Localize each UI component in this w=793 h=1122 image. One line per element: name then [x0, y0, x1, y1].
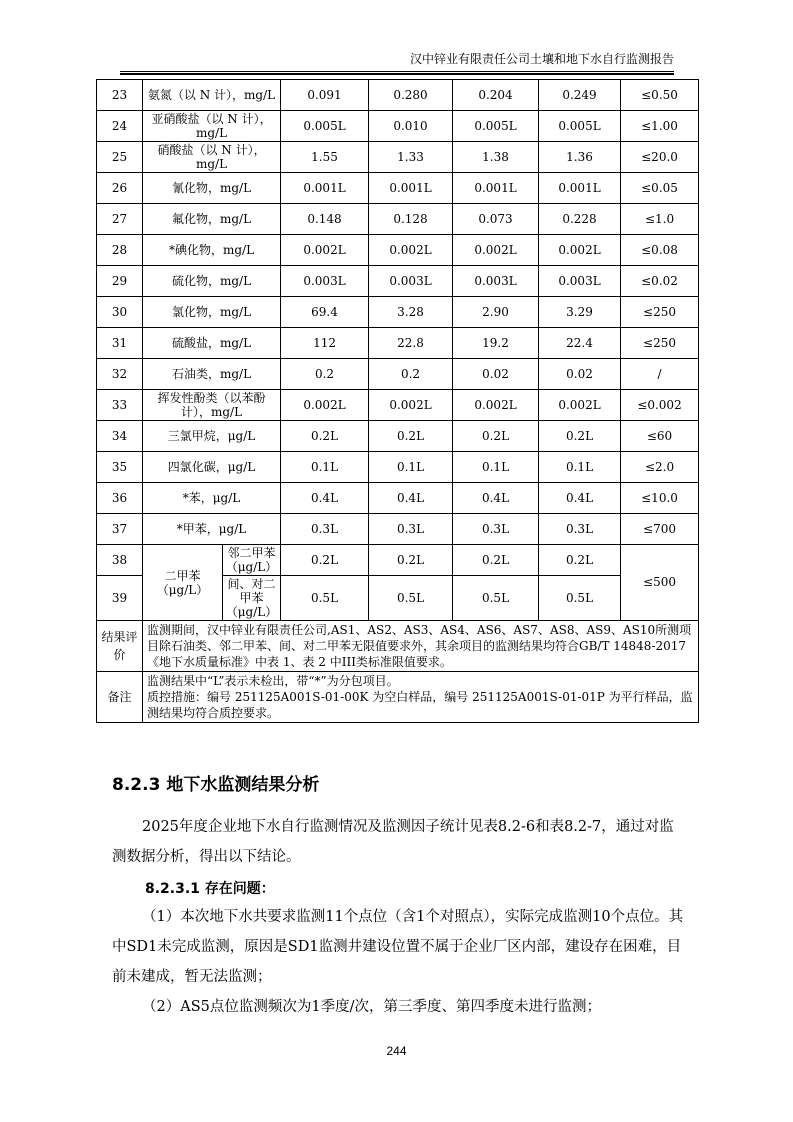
value-cell: 0.003L: [369, 266, 453, 297]
value-cell: 1.36: [539, 142, 621, 173]
row-number: 35: [97, 452, 143, 483]
standard-limit-cell: ≤20.0: [621, 142, 699, 173]
value-cell: 0.3L: [453, 514, 539, 545]
issue-point-2: （2）AS5点位监测频次为1季度/次，第三季度、第四季度未进行监测；: [142, 999, 601, 1015]
standard-limit-cell: ≤2.0: [621, 452, 699, 483]
value-cell: 0.2L: [453, 545, 539, 576]
value-cell: 0.02: [539, 359, 621, 390]
remark-text: [143, 672, 699, 723]
value-cell: 3.28: [369, 297, 453, 328]
row-number: 37: [97, 514, 143, 545]
item-name: *碘化物，mg/L: [143, 235, 281, 266]
groundwater-results-table: [96, 79, 699, 723]
standard-limit-cell: ≤0.02: [621, 266, 699, 297]
value-cell: 0.2L: [539, 421, 621, 452]
value-cell: 1.33: [369, 142, 453, 173]
row-number: 30: [97, 297, 143, 328]
value-cell: 0.002L: [453, 390, 539, 421]
item-name: 四氯化碳，μg/L: [143, 452, 281, 483]
standard-limit-cell: ≤700: [621, 514, 699, 545]
value-cell: 0.001L: [281, 173, 369, 204]
value-cell: 0.4L: [369, 483, 453, 514]
remark-line: 监测结果中“L”表示未检出，带“*”为分包项目。: [147, 674, 399, 688]
value-cell: 0.1L: [539, 452, 621, 483]
remark-label: 备注: [97, 672, 143, 723]
table-row: [97, 297, 699, 328]
standard-limit-cell: ≤0.05: [621, 173, 699, 204]
item-name: *甲苯，μg/L: [143, 514, 281, 545]
value-cell: 0.204: [453, 80, 539, 111]
value-cell: 0.2L: [281, 545, 369, 576]
value-cell: 0.5L: [369, 576, 453, 621]
value-cell: 0.5L: [281, 576, 369, 621]
value-cell: 0.2L: [281, 421, 369, 452]
page-number: 244: [386, 1044, 407, 1058]
table-body: [97, 80, 699, 723]
row-number: 39: [97, 576, 143, 621]
table-row: [97, 359, 699, 390]
value-cell: 0.2L: [369, 545, 453, 576]
table-row: [97, 328, 699, 359]
value-cell: 0.4L: [453, 483, 539, 514]
value-cell: 0.3L: [539, 514, 621, 545]
value-cell: 19.2: [453, 328, 539, 359]
value-cell: 0.3L: [369, 514, 453, 545]
standard-limit-cell: ≤1.0: [621, 204, 699, 235]
value-cell: 0.228: [539, 204, 621, 235]
value-cell: 0.091: [281, 80, 369, 111]
item-name: 硫酸盐，mg/L: [143, 328, 281, 359]
standard-limit-cell: ≤250: [621, 328, 699, 359]
value-cell: 3.29: [539, 297, 621, 328]
value-cell: 69.4: [281, 297, 369, 328]
row-number: 23: [97, 80, 143, 111]
value-cell: 0.003L: [281, 266, 369, 297]
value-cell: 0.005L: [453, 111, 539, 142]
item-name: 硝酸盐（以 N 计），mg/L: [143, 142, 281, 173]
value-cell: 0.1L: [369, 452, 453, 483]
value-cell: 0.148: [281, 204, 369, 235]
xylene-sub-item: 间、对二甲苯（μg/L）: [223, 576, 281, 621]
table-row: [97, 452, 699, 483]
value-cell: 0.003L: [539, 266, 621, 297]
section-heading: 8.2.3 地下水监测结果分析: [112, 775, 320, 795]
table-row: [97, 235, 699, 266]
row-number: 24: [97, 111, 143, 142]
item-name: 挥发性酚类（以苯酚计），mg/L: [143, 390, 281, 421]
value-cell: 0.5L: [453, 576, 539, 621]
standard-limit-cell: ≤250: [621, 297, 699, 328]
issue-point-1: （1）本次地下水共要求监测11个点位（含1个对照点），实际完成监测10个点位。其中SD1未完成监测，原因是SD1监测井建设位置不属于企业厂区内部，建设存在困难，目前未建成，暂无法监测；: [112, 909, 684, 985]
row-number: 31: [97, 328, 143, 359]
standard-limit-cell: ≤0.002: [621, 390, 699, 421]
value-cell: 1.38: [453, 142, 539, 173]
standard-limit-cell: ≤0.50: [621, 80, 699, 111]
row-number: 33: [97, 390, 143, 421]
standard-limit-cell: ≤10.0: [621, 483, 699, 514]
value-cell: 0.1L: [281, 452, 369, 483]
value-cell: 0.002L: [281, 235, 369, 266]
value-cell: 0.002L: [453, 235, 539, 266]
value-cell: 0.1L: [453, 452, 539, 483]
xylene-group-label: 二甲苯（μg/L）: [143, 545, 223, 621]
row-number: 36: [97, 483, 143, 514]
value-cell: 0.005L: [539, 111, 621, 142]
item-name: 三氯甲烷，μg/L: [143, 421, 281, 452]
value-cell: 112: [281, 328, 369, 359]
value-cell: 0.249: [539, 80, 621, 111]
item-name: *苯，μg/L: [143, 483, 281, 514]
item-name: 硫化物，mg/L: [143, 266, 281, 297]
table-row: [97, 545, 699, 576]
item-name: 氨氮（以 N 计），mg/L: [143, 80, 281, 111]
value-cell: 22.8: [369, 328, 453, 359]
value-cell: 0.002L: [369, 235, 453, 266]
item-name: 氯化物，mg/L: [143, 297, 281, 328]
value-cell: 2.90: [453, 297, 539, 328]
value-cell: 0.3L: [281, 514, 369, 545]
standard-limit-cell: ≤60: [621, 421, 699, 452]
remark-line: 质控措施：编号 251125A001S-01-00K 为空白样品，编号 251125A001S-01-01P 为平行样品，监测结果均符合质控要求。: [147, 690, 693, 720]
value-cell: 0.2: [281, 359, 369, 390]
row-number: 34: [97, 421, 143, 452]
row-number: 38: [97, 545, 143, 576]
item-name: 石油类，mg/L: [143, 359, 281, 390]
row-number: 28: [97, 235, 143, 266]
table-row: [97, 204, 699, 235]
value-cell: 0.5L: [539, 576, 621, 621]
table-row: [97, 111, 699, 142]
remark-row: [97, 672, 699, 723]
value-cell: 0.003L: [453, 266, 539, 297]
value-cell: 1.55: [281, 142, 369, 173]
value-cell: 0.010: [369, 111, 453, 142]
value-cell: 0.02: [453, 359, 539, 390]
row-number: 32: [97, 359, 143, 390]
standard-limit-cell: ≤500: [621, 545, 699, 621]
sub-heading: 8.2.3.1 存在问题：: [145, 881, 275, 897]
value-cell: 0.002L: [539, 235, 621, 266]
row-number: 27: [97, 204, 143, 235]
row-number: 29: [97, 266, 143, 297]
table-row: [97, 80, 699, 111]
value-cell: 0.4L: [281, 483, 369, 514]
item-name: 氟化物，mg/L: [143, 204, 281, 235]
value-cell: 0.128: [369, 204, 453, 235]
standard-limit-cell: /: [621, 359, 699, 390]
value-cell: 22.4: [539, 328, 621, 359]
table-row: [97, 390, 699, 421]
value-cell: 0.001L: [453, 173, 539, 204]
table-row: [97, 266, 699, 297]
value-cell: 0.002L: [281, 390, 369, 421]
table-row: [97, 421, 699, 452]
value-cell: 0.280: [369, 80, 453, 111]
value-cell: 0.005L: [281, 111, 369, 142]
item-name: 氰化物，mg/L: [143, 173, 281, 204]
value-cell: 0.001L: [369, 173, 453, 204]
value-cell: 0.2: [369, 359, 453, 390]
table-row: [97, 173, 699, 204]
value-cell: 0.4L: [539, 483, 621, 514]
value-cell: 0.2L: [369, 421, 453, 452]
value-cell: 0.2L: [453, 421, 539, 452]
item-name: 亚硝酸盐（以 N 计），mg/L: [143, 111, 281, 142]
value-cell: 0.002L: [369, 390, 453, 421]
row-number: 26: [97, 173, 143, 204]
conclusion-text: 监测期间，汉中锌业有限责任公司,AS1、AS2、AS3、AS4、AS6、AS7、AS8、AS9、AS10所测项目除石油类、邻二甲苯、间、对二甲苯无限值要求外，其余项目的监测结果均符合GB/T 14848-2017《地下水质量标准》中表 1、表 2 中III类标准限值要求。: [143, 621, 699, 672]
standard-limit-cell: ≤1.00: [621, 111, 699, 142]
intro-paragraph: 2025年度企业地下水自行监测情况及监测因子统计见表8.2-6和表8.2-7，通过对监测数据分析，得出以下结论。: [112, 819, 674, 865]
value-cell: 0.001L: [539, 173, 621, 204]
value-cell: 0.2L: [539, 545, 621, 576]
conclusion-label: 结果评价: [97, 621, 143, 672]
conclusion-row: [97, 621, 699, 672]
xylene-sub-item: 邻二甲苯（μg/L）: [223, 545, 281, 576]
standard-limit-cell: ≤0.08: [621, 235, 699, 266]
value-cell: 0.073: [453, 204, 539, 235]
value-cell: 0.002L: [539, 390, 621, 421]
table-row: [97, 483, 699, 514]
table-row: [97, 142, 699, 173]
row-number: 25: [97, 142, 143, 173]
page-header: 汉中锌业有限责任公司土壤和地下水自行监测报告: [120, 50, 674, 72]
table-row: [97, 514, 699, 545]
